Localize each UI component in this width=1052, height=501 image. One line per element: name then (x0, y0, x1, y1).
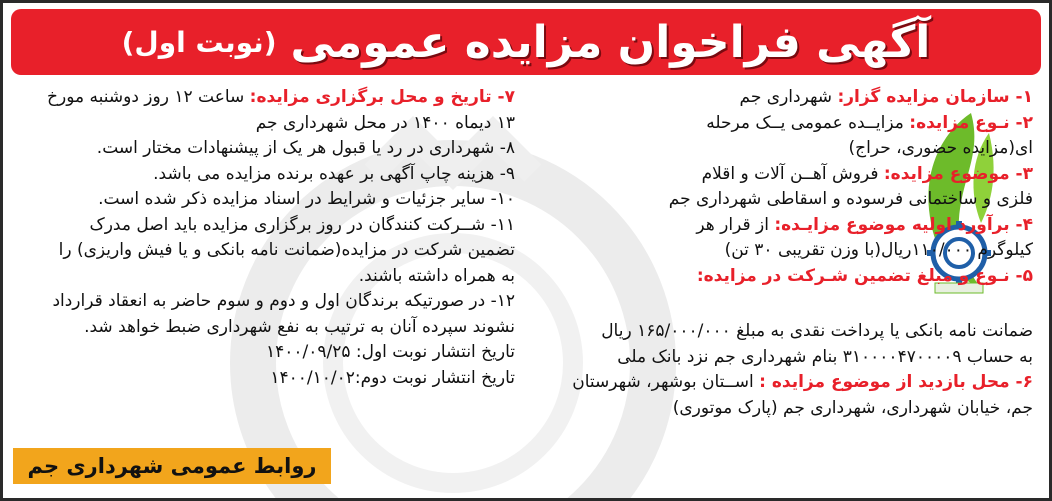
item-4: ۴- برآورد اولیه موضوع مزایـده: از قرار هر (696, 214, 1033, 235)
publish-date-second: تاریخ انتشار نوبت دوم:۱۴۰۰/۱۰/۰۲ (270, 367, 515, 388)
item-7: ۷- تاریخ و محل برگزاری مزایده: ساعت ۱۲ روز دوشنبه مورخ (47, 87, 515, 107)
page-subtitle: (نوبت اول) (121, 25, 277, 59)
item-5-text-1: ضمانت نامه بانکی یا پرداخت نقدی به مبلغ ۱۶۵/۰۰۰/۰۰۰ ریال (601, 321, 1033, 341)
item-9: ۹- هزینه چاپ آگهی بر عهده برنده مزایده می باشد. (153, 163, 515, 184)
item-10: ۱۰- سایر جزئیات و شرایط در اسناد مزایده ذکر شده است. (98, 189, 515, 209)
item-2-cont: ای(مزایده حضوری، حراج) (848, 138, 1033, 158)
item-6: ۶- محل بازدید از موضوع مزایده : اســتان بوشهر، شهرستان (572, 372, 1033, 392)
item-2: ۲- نـوع مزایده: مزایــده عمومی یــک مرحله (706, 112, 1033, 133)
item-7-cont: ۱۳ دیماه ۱۴۰۰ در محل شهرداری جم (255, 112, 515, 133)
public-relations-signature: روابط عمومی شهرداری جم (13, 448, 331, 484)
title-banner (11, 9, 1041, 75)
item-5-text-2: به حساب ۳۱۰۰۰۰۴۷۰۰۰۰۹ بنام شهرداری جم نزد بانک ملی (617, 346, 1033, 367)
item-11-line-3: به همراه داشته باشند. (358, 265, 515, 286)
item-8: ۸- شهرداری در رد یا قبول هر یک از پیشنهادات مختار است. (96, 138, 515, 158)
item-5: ۵- نـوع و مبلغ تضمین شـرکت در مزایده: (696, 265, 1033, 286)
item-1: ۱- سازمان مزایده گزار: شهرداری جم (739, 87, 1033, 107)
right-column (633, 85, 1033, 289)
item-4-cont: کیلوگرم ۱۱۰/۰۰۰ریال(با وزن تقریبی ۳۰ تن) (724, 240, 1033, 260)
item-12-line-1: ۱۲- در صورتیکه برندگان اول و دوم و سوم حاضر به انعقاد قرارداد (52, 291, 515, 311)
left-column (17, 85, 515, 391)
item-3: ۳- موضوع مزایده: فروش آهــن آلات و اقلام (701, 163, 1033, 184)
page-title: آگهی فراخوان مزایده عمومی (290, 16, 931, 68)
item-11-line-2: تضمین شرکت در مزایده(ضمانت نامه بانکی و یا فیش واریزی) را (58, 240, 515, 260)
right-column-wide (523, 319, 1033, 421)
publish-date-first: تاریخ انتشار نوبت اول: ۱۴۰۰/۰۹/۲۵ (265, 342, 515, 362)
item-3-cont: فلزی و ساختمانی فرسوده و اسقاطی شهرداری جم (668, 189, 1033, 209)
item-6-cont: جم، خیابان شهرداری، شهرداری جم (پارک موتوری) (672, 397, 1033, 418)
item-12-line-2: نشوند سپرده آنان به ترتیب به نفع شهرداری ضبط خواهد شد. (84, 316, 515, 337)
item-11-line-1: ۱۱- شــرکت کنندگان در روز برگزاری مزایده باید اصل مدرک (89, 214, 515, 235)
